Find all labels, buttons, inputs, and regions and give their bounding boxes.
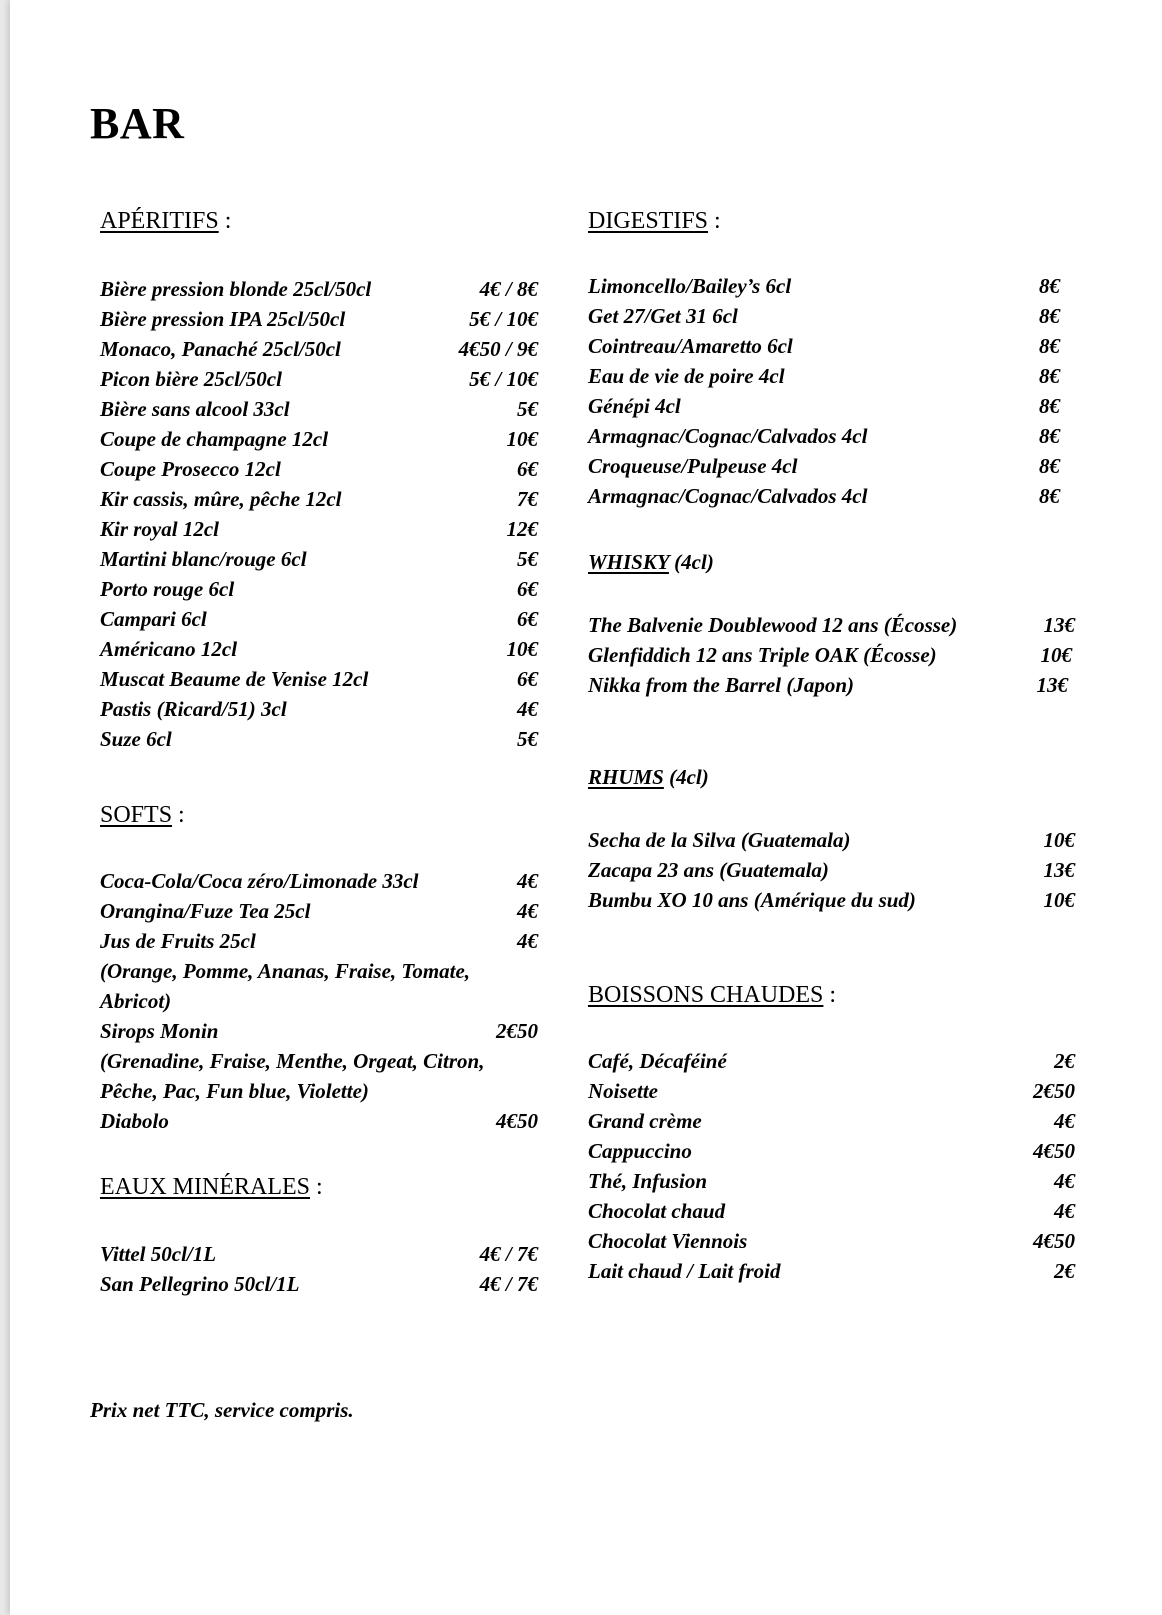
list-item: Chocolat Viennois 4€50 (588, 1229, 1075, 1253)
list-item: Sirops Monin 2€50 (100, 1019, 538, 1043)
list-item: Thé, Infusion 4€ (588, 1169, 1075, 1193)
list-item: Bière pression blonde 25cl/50cl 4€ / 8€ (100, 277, 538, 301)
page-title: BAR (90, 99, 185, 148)
list-item: Vittel 50cl/1L 4€ / 7€ (100, 1242, 538, 1266)
list-item: Picon bière 25cl/50cl 5€ / 10€ (100, 367, 538, 391)
list-item: San Pellegrino 50cl/1L 4€ / 7€ (100, 1272, 538, 1296)
softs-heading: SOFTS : (100, 802, 185, 828)
list-item: Kir royal 12cl 12€ (100, 517, 538, 541)
list-item: Américano 12cl 10€ (100, 637, 538, 661)
list-item: Diabolo 4€50 (100, 1109, 538, 1133)
list-item: Get 27/Get 31 6cl 8€ (588, 304, 1060, 328)
jus-flavors-note: (Orange, Pomme, Ananas, Fraise, Tomate, (100, 959, 471, 983)
list-item: Martini blanc/rouge 6cl 5€ (100, 547, 538, 571)
list-item: Coupe Prosecco 12cl 6€ (100, 457, 538, 481)
list-item: Secha de la Silva (Guatemala) 10€ (588, 828, 1075, 852)
rhums-heading: RHUMS (4cl) (588, 765, 709, 789)
list-item: Lait chaud / Lait froid 2€ (588, 1259, 1075, 1283)
list-item: Grand crème 4€ (588, 1109, 1075, 1133)
list-item: Orangina/Fuze Tea 25cl 4€ (100, 899, 538, 923)
aperitifs-heading: APÉRITIFS : (100, 208, 232, 234)
digestifs-heading: DIGESTIFS : (588, 208, 721, 234)
jus-flavors-note-cont: Abricot) (100, 989, 172, 1013)
list-item: Glenfiddich 12 ans Triple OAK (Écosse) 10€ (588, 643, 1072, 667)
list-item: Coupe de champagne 12cl 10€ (100, 427, 538, 451)
list-item: Eau de vie de poire 4cl 8€ (588, 364, 1060, 388)
list-item: Armagnac/Cognac/Calvados 4cl 8€ (588, 424, 1060, 448)
list-item: The Balvenie Doublewood 12 ans (Écosse) 13€ (588, 613, 1075, 637)
boissons-chaudes-heading: BOISSONS CHAUDES : (588, 982, 837, 1008)
list-item: Monaco, Panaché 25cl/50cl 4€50 / 9€ (100, 337, 538, 361)
list-item: Café, Décaféiné 2€ (588, 1049, 1075, 1073)
list-item: Campari 6cl 6€ (100, 607, 538, 631)
sirops-flavors-note-cont: Pêche, Pac, Fun blue, Violette) (100, 1079, 369, 1103)
list-item: Nikka from the Barrel (Japon) 13€ (588, 673, 1068, 697)
whisky-heading: WHISKY (4cl) (588, 550, 714, 574)
list-item: Cointreau/Amaretto 6cl 8€ (588, 334, 1060, 358)
footer-note: Prix net TTC, service compris. (90, 1398, 354, 1422)
list-item: Armagnac/Cognac/Calvados 4cl 8€ (588, 484, 1060, 508)
list-item: Génépi 4cl 8€ (588, 394, 1060, 418)
sirops-flavors-note: (Grenadine, Fraise, Menthe, Orgeat, Citron, (100, 1049, 485, 1073)
list-item: Chocolat chaud 4€ (588, 1199, 1075, 1223)
list-item: Suze 6cl 5€ (100, 727, 538, 751)
list-item: Kir cassis, mûre, pêche 12cl 7€ (100, 487, 538, 511)
list-item: Cappuccino 4€50 (588, 1139, 1075, 1163)
list-item: Coca-Cola/Coca zéro/Limonade 33cl 4€ (100, 869, 538, 893)
list-item: Muscat Beaume de Venise 12cl 6€ (100, 667, 538, 691)
list-item: Pastis (Ricard/51) 3cl 4€ (100, 697, 538, 721)
menu-page (10, 0, 1162, 1615)
list-item: Porto rouge 6cl 6€ (100, 577, 538, 601)
list-item: Croqueuse/Pulpeuse 4cl 8€ (588, 454, 1060, 478)
list-item: Bumbu XO 10 ans (Amérique du sud) 10€ (588, 888, 1075, 912)
list-item: Zacapa 23 ans (Guatemala) 13€ (588, 858, 1075, 882)
list-item: Limoncello/Bailey’s 6cl 8€ (588, 274, 1060, 298)
list-item: Bière sans alcool 33cl 5€ (100, 397, 538, 421)
eaux-heading: EAUX MINÉRALES : (100, 1174, 323, 1200)
list-item: Noisette 2€50 (588, 1079, 1075, 1103)
list-item: Jus de Fruits 25cl 4€ (100, 929, 538, 953)
list-item: Bière pression IPA 25cl/50cl 5€ / 10€ (100, 307, 538, 331)
